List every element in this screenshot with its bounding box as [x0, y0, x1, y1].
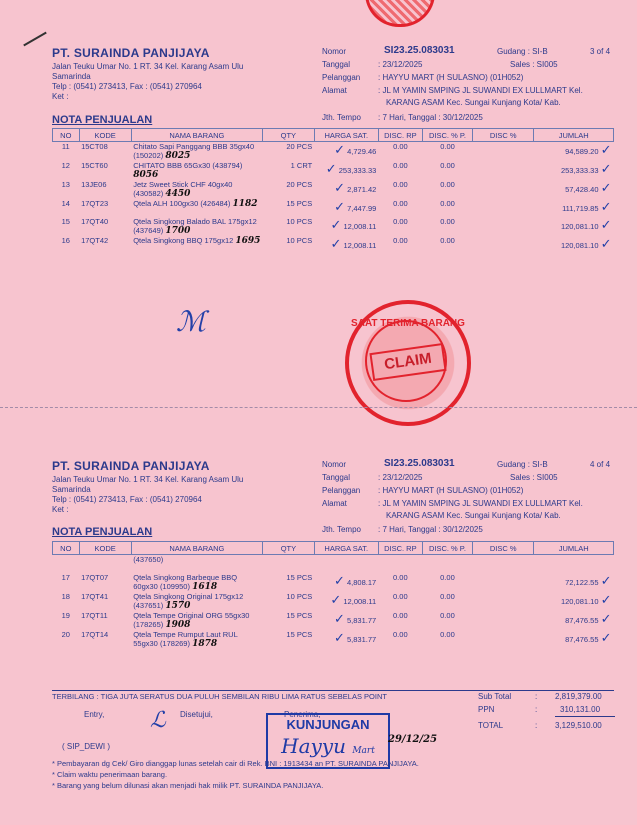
column-header: NAMA BARANG [131, 129, 262, 142]
table-row [53, 236, 614, 254]
unit-price: ✓ 7,447.99 [334, 199, 377, 214]
checkmark-icon: ✓ [330, 217, 342, 232]
checkmark-icon: ✓ [334, 199, 345, 214]
handwritten-note: 1908 [165, 620, 191, 630]
item-qty: 20 PCS [286, 142, 313, 151]
signature-scribble-icon: ℳ [176, 305, 206, 338]
nomor-label: Nomor [322, 460, 347, 469]
handwritten-note: 1182 [232, 199, 258, 209]
item-qty: 15 PCS [286, 199, 313, 208]
item-name: CHITATO BBB 65Gx30 (438794) 8056 [133, 161, 243, 180]
item-code: 17QT41 [81, 592, 109, 601]
handwritten-note: 1618 [192, 582, 218, 592]
item-name: Jetz Sweet Stick CHF 40gx40 (430582) 4450 [133, 180, 233, 199]
item-code: 17QT23 [81, 199, 109, 208]
disc-pct: 0.00 [440, 180, 455, 189]
disc-rp: 0.00 [393, 236, 408, 245]
line-total: 120,081.10 ✓ [560, 236, 612, 251]
ppn-label: PPN [478, 705, 495, 714]
checkmark-icon: ✓ [334, 180, 345, 195]
unit-price: ✓ 4,729.46 [334, 142, 377, 157]
warehouse: Gudang : SI-B [497, 460, 548, 469]
customer-address-2: KARANG ASAM Kec. Sungai Kunjang Kota/ Kab. [386, 511, 561, 520]
column-header: NO [53, 129, 80, 142]
company-name: PT. SURAINDA PANJIJAYA [52, 459, 210, 473]
subtotal-label: Sub Total [478, 692, 512, 701]
footnote-claim: * Claim waktu penerimaan barang. [52, 770, 168, 779]
entry-label: Entry, [84, 710, 105, 719]
disc-rp: 0.00 [393, 611, 408, 620]
disc-extra [472, 630, 533, 649]
due-label: Jth. Tempo [322, 113, 361, 122]
line-total: 120,081.10 ✓ [560, 217, 612, 232]
disc-extra [473, 199, 534, 217]
items-table [52, 541, 614, 649]
line-total: 87,476.55 ✓ [565, 611, 612, 626]
customer-address-2: KARANG ASAM Kec. Sungai Kunjang Kota/ Kab. [386, 98, 561, 107]
handwritten-note: 8025 [165, 151, 191, 161]
disc-extra [473, 142, 534, 162]
nomor-label: Nomor [322, 47, 347, 56]
disc-pct: 0.00 [440, 236, 455, 245]
line-total: 111,719.85 ✓ [562, 199, 612, 214]
invoice-sheet-page-3 [0, 0, 637, 410]
warehouse: Gudang : SI-B [497, 47, 548, 56]
disc-extra [473, 180, 534, 199]
document-title: NOTA PENJUALAN [52, 526, 153, 538]
page-divider [0, 407, 637, 408]
disc-rp: 0.00 [393, 199, 408, 208]
disc-pct: 0.00 [440, 630, 455, 639]
item-qty: 1 CRT [290, 161, 313, 170]
row-number: 18 [61, 592, 70, 601]
table-row [53, 142, 614, 162]
item-name: Qtela Singkong BBQ 175gx12 1695 [133, 236, 261, 246]
invoice-date: : 23/12/2025 [378, 473, 423, 482]
column-header: DISC. RP [378, 129, 422, 142]
customer-name: : HAYYU MART (H SULASNO) (01H052) [378, 73, 524, 82]
item-qty: 10 PCS [286, 217, 313, 226]
handwritten-note: 4450 [165, 189, 191, 199]
column-header: JUMLAH [534, 129, 614, 142]
checkmark-icon: ✓ [600, 180, 612, 195]
disc-pct: 0.00 [440, 592, 455, 601]
receiver-label: Penerima, [284, 710, 321, 719]
tanggal-label: Tanggal [322, 473, 351, 482]
handwritten-note: 1878 [192, 639, 218, 649]
unit-price: ✓ 2,871.42 [334, 180, 377, 195]
unit-price: ✓ 12,008.11 [330, 592, 377, 607]
column-header: KODE [79, 542, 131, 555]
checkmark-icon: ✓ [325, 161, 337, 176]
due-date: : 7 Hari, Tanggal : 30/12/2025 [378, 113, 483, 122]
checkmark-icon: ✓ [600, 611, 612, 626]
company-name: PT. SURAINDA PANJIJAYA [52, 46, 210, 60]
checkmark-icon: ✓ [600, 630, 612, 645]
invoice-sheet-page-4 [0, 410, 637, 825]
totals-rule [555, 716, 615, 717]
checkmark-icon: ✓ [334, 573, 345, 588]
column-header: JUMLAH [534, 542, 614, 555]
item-name: Chitato Sapi Panggang BBB 35gx40 (150202) 8025 [133, 142, 255, 161]
item-code: 17QT40 [81, 217, 109, 226]
checkmark-icon: ✓ [330, 236, 342, 251]
handwritten-note: 1700 [165, 226, 191, 236]
item-name: Qtela ALH 100gx30 (426484) 1182 [133, 199, 258, 209]
item-code: 17QT07 [81, 573, 109, 582]
unit-price: ✓ 4,808.17 [334, 573, 377, 588]
item-qty: 20 PCS [286, 180, 313, 189]
unit-price: ✓ 5,831.77 [334, 630, 377, 645]
handwritten-note: 1570 [165, 601, 191, 611]
table-row [53, 180, 614, 199]
unit-price: ✓ 253,333.33 [325, 161, 377, 176]
column-header: DISC. % P. [422, 542, 472, 555]
row-number: 13 [61, 180, 70, 189]
checkmark-icon: ✓ [600, 199, 612, 214]
handwritten-note: 1695 [235, 236, 261, 246]
item-qty: 15 PCS [286, 611, 313, 620]
table-header-row [53, 129, 614, 142]
column-header: DISC. RP [378, 542, 422, 555]
footnotes [52, 758, 592, 791]
column-header: NO [53, 542, 80, 555]
table-row [53, 161, 614, 180]
row-number: 16 [61, 236, 70, 245]
disc-pct: 0.00 [440, 142, 455, 151]
page-number: 4 of 4 [590, 460, 611, 469]
column-header: QTY [262, 129, 314, 142]
item-name: Qtela Singkong Balado BAL 175gx12 (437649) 1700 [133, 217, 257, 236]
line-total: 253,333.33 ✓ [560, 161, 612, 176]
item-name: Qtela Tempe Original ORG 55gx30 (178265) 1908 [133, 611, 250, 630]
column-header: HARGA SAT. [314, 542, 378, 555]
visit-stamp-signature: Hayyu Mart [281, 734, 375, 758]
customer-address-1: : JL M YAMIN SMPING JL SUWANDI EX LULLMART Kel. [378, 86, 583, 95]
totals-colon: : [535, 721, 538, 730]
column-header: KODE [79, 129, 131, 142]
checkmark-icon: ✓ [600, 573, 612, 588]
row-number: 20 [61, 630, 70, 639]
item-qty: 10 PCS [286, 592, 313, 601]
disc-extra [473, 236, 534, 254]
ppn-value: 310,131.00 [560, 705, 601, 714]
row-number: 17 [61, 573, 70, 582]
column-header: QTY [263, 542, 315, 555]
table-bottom-rule [52, 690, 614, 691]
document-title: NOTA PENJUALAN [52, 114, 153, 126]
row-number: 14 [61, 199, 70, 208]
item-code: 15CT08 [81, 142, 108, 151]
line-total: 94,589.20 ✓ [565, 142, 612, 157]
unit-price: ✓ 5,831.77 [334, 611, 377, 626]
sales-code: Sales : SI005 [510, 60, 558, 69]
carry-over-note: (437650) [133, 555, 164, 564]
disc-rp: 0.00 [393, 142, 408, 151]
alamat-label: Alamat [322, 499, 347, 508]
company-address: Jalan Teuku Umar No. 1 RT. 34 Kel. Karang Asam Ulu Samarinda Telp : (0541) 273413, Fax : (0541) 270964 Ket : [52, 475, 244, 514]
item-name: Qtela Tempe Rumput Laut RUL 55gx30 (178269) 1878 [133, 630, 238, 649]
column-header: NAMA BARANG [131, 542, 262, 555]
table-row [53, 630, 614, 649]
item-code: 17QT42 [81, 236, 109, 245]
amount-in-words: TERBILANG : TIGA JUTA SERATUS DUA PULUH SEMBILAN RIBU LIMA RATUS SEBELAS POINT [52, 692, 387, 701]
item-name: Qtela Singkong Original 175gx12 (437651) 1570 [133, 592, 244, 611]
checkmark-icon: ✓ [334, 630, 345, 645]
disc-rp: 0.00 [393, 592, 408, 601]
due-date: : 7 Hari, Tanggal : 30/12/2025 [378, 525, 483, 534]
pen-mark [23, 32, 47, 47]
table-row [53, 611, 614, 630]
page-number: 3 of 4 [590, 47, 611, 56]
disc-extra [473, 217, 534, 236]
disc-pct: 0.00 [440, 573, 455, 582]
total-value: 3,129,510.00 [555, 721, 602, 730]
checkmark-icon: ✓ [330, 592, 342, 607]
line-total: 72,122.55 ✓ [565, 573, 612, 588]
disc-rp: 0.00 [393, 573, 408, 582]
approved-label: Disetujui, [180, 710, 213, 719]
item-code: 17QT11 [81, 611, 108, 620]
item-code: 13JE06 [81, 180, 107, 189]
table-row [53, 217, 614, 236]
row-number: 19 [61, 611, 70, 620]
handwritten-date: 29/12/25 [388, 734, 438, 745]
line-total: 120,081.10 ✓ [560, 592, 612, 607]
row-number: 11 [61, 142, 70, 151]
item-qty: 10 PCS [286, 236, 313, 245]
invoice-date: : 23/12/2025 [378, 60, 423, 69]
disc-pct: 0.00 [440, 611, 455, 620]
checkmark-icon: ✓ [600, 161, 612, 176]
disc-extra [472, 611, 533, 630]
item-qty: 15 PCS [286, 573, 313, 582]
table-row [53, 592, 614, 611]
handwritten-note: 8056 [133, 170, 159, 180]
disc-pct: 0.00 [440, 217, 455, 226]
red-stamp-icon [365, 0, 435, 27]
item-qty: 15 PCS [286, 630, 313, 639]
disc-extra [473, 161, 534, 180]
entry-name: ( SIP_DEWI ) [62, 742, 111, 751]
unit-price: ✓ 12,008.11 [330, 217, 377, 232]
disc-pct: 0.00 [440, 161, 455, 170]
invoice-number: SI23.25.083031 [384, 45, 455, 56]
column-header: DISC. % P. [423, 129, 473, 142]
table-row [53, 555, 614, 574]
stamp-claim-text: CLAIM [369, 343, 446, 381]
checkmark-icon: ✓ [600, 217, 612, 232]
unit-price: ✓ 12,008.11 [330, 236, 377, 251]
totals-colon: : [535, 705, 538, 714]
disc-rp: 0.00 [393, 630, 408, 639]
items-table [52, 128, 614, 254]
checkmark-icon: ✓ [600, 592, 612, 607]
row-number: 15 [61, 217, 70, 226]
disc-extra [472, 592, 533, 611]
column-header: HARGA SAT. [314, 129, 378, 142]
totals-colon: : [535, 692, 538, 701]
line-total: 57,428.40 ✓ [565, 180, 612, 195]
disc-rp: 0.00 [393, 161, 408, 170]
item-code: 15CT60 [81, 161, 108, 170]
disc-extra [472, 573, 533, 592]
footnote-payment: * Pembayaran dg Cek/ Giro dianggap lunas setelah cair di Rek. BNI : 1913434 an PT. SURAINDA PANJIJAYA. [52, 759, 419, 768]
tanggal-label: Tanggal [322, 60, 351, 69]
company-address: Jalan Teuku Umar No. 1 RT. 34 Kel. Karang Asam Ulu Samarinda Telp : (0541) 273413, Fax : (0541) 270964 Ket : [52, 62, 244, 101]
stamp-ring-text: SAAT TERIMA BARANG [351, 318, 465, 329]
invoice-number: SI23.25.083031 [384, 458, 455, 469]
pelanggan-label: Pelanggan [322, 73, 361, 82]
item-name: Qtela Singkong Barbeque BBQ 60gx30 (109950) 1618 [133, 573, 238, 592]
column-header: DISC % [473, 129, 534, 142]
customer-address-1: : JL M YAMIN SMPING JL SUWANDI EX LULLMART Kel. [378, 499, 583, 508]
total-label: TOTAL [478, 721, 504, 730]
table-header-row [53, 542, 614, 555]
table-row [53, 199, 614, 217]
subtotal-value: 2,819,379.00 [555, 692, 602, 701]
checkmark-icon: ✓ [600, 142, 612, 157]
visit-stamp-title: KUNJUNGAN [286, 717, 370, 732]
row-number: 12 [61, 161, 70, 170]
checkmark-icon: ✓ [334, 611, 345, 626]
due-label: Jth. Tempo [322, 525, 361, 534]
checkmark-icon: ✓ [334, 142, 345, 157]
disc-rp: 0.00 [393, 217, 408, 226]
sales-code: Sales : SI005 [510, 473, 558, 482]
customer-name: : HAYYU MART (H SULASNO) (01H052) [378, 486, 524, 495]
alamat-label: Alamat [322, 86, 347, 95]
line-total: 87,476.55 ✓ [565, 630, 612, 645]
table-row [53, 573, 614, 592]
disc-rp: 0.00 [393, 180, 408, 189]
disc-pct: 0.00 [440, 199, 455, 208]
signature-scribble-icon: ℒ [150, 708, 166, 733]
column-header: DISC % [472, 542, 533, 555]
item-code: 17QT14 [81, 630, 109, 639]
pelanggan-label: Pelanggan [322, 486, 361, 495]
checkmark-icon: ✓ [600, 236, 612, 251]
footnote-ownership: * Barang yang belum dilunasi akan menjadi hak milik PT. SURAINDA PANJIJAYA. [52, 781, 324, 790]
